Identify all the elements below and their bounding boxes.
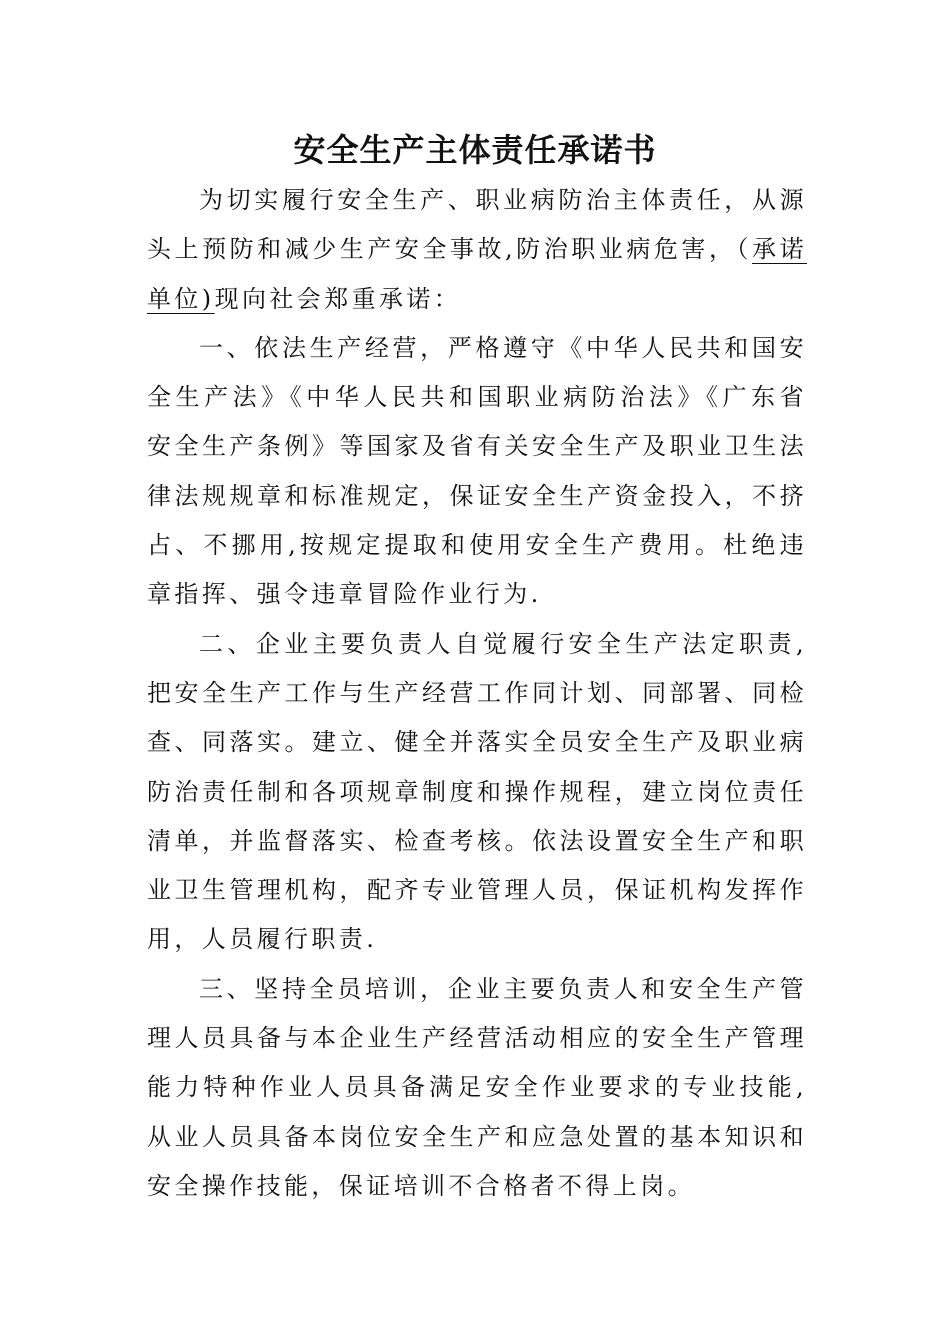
intro-text-end: 现向社会郑重承诺： [214,284,462,313]
intro-paragraph [147,176,807,324]
clause-paragraph-2: 二、企业主要负责人自觉履行安全生产法定职责,把安全生产工作与生产经营工作同计划、同部署、同检查、同落实。建立、健全并落实全员安全生产及职业病防治责任制和各项规章制度和操作规程，建立岗位责任清单，并监督落实、检查考核。依法设置安全生产和职业卫生管理机构，配齐专业管理人员，保证机构发挥作用，人员履行职责. [147,629,807,954]
document-body [147,176,807,1211]
pledging-unit-placeholder: 承诺单位) [147,235,807,313]
document-title: 安全生产主体责任承诺书 [293,131,657,169]
clause-paragraph-3: 三、坚持全员培训，企业主要负责人和安全生产管理人员具备与本企业生产经营活动相应的安全生产管理能力特种作业人员具备满足安全作业要求的专业技能,从业人员具备本岗位安全生产和应急处置的基本知识和安全操作技能，保证培训不合格者不得上岗。 [147,974,807,1200]
intro-text: 为切实履行安全生产、职业病防治主体责任，从源头上预防和减少生产安全事故,防治职业病危害，（ [147,186,807,264]
clause-paragraph-1: 一、依法生产经营，严格遵守《中华人民共和国安全生产法》《中华人民共和国职业病防治法》《广东省安全生产条例》等国家及省有关安全生产及职业卫生法律法规规章和标准规定，保证安全生产资金投入，不挤占、不挪用,按规定提取和使用安全生产费用。杜绝违章指挥、强令违章冒险作业行为. [147,333,807,609]
